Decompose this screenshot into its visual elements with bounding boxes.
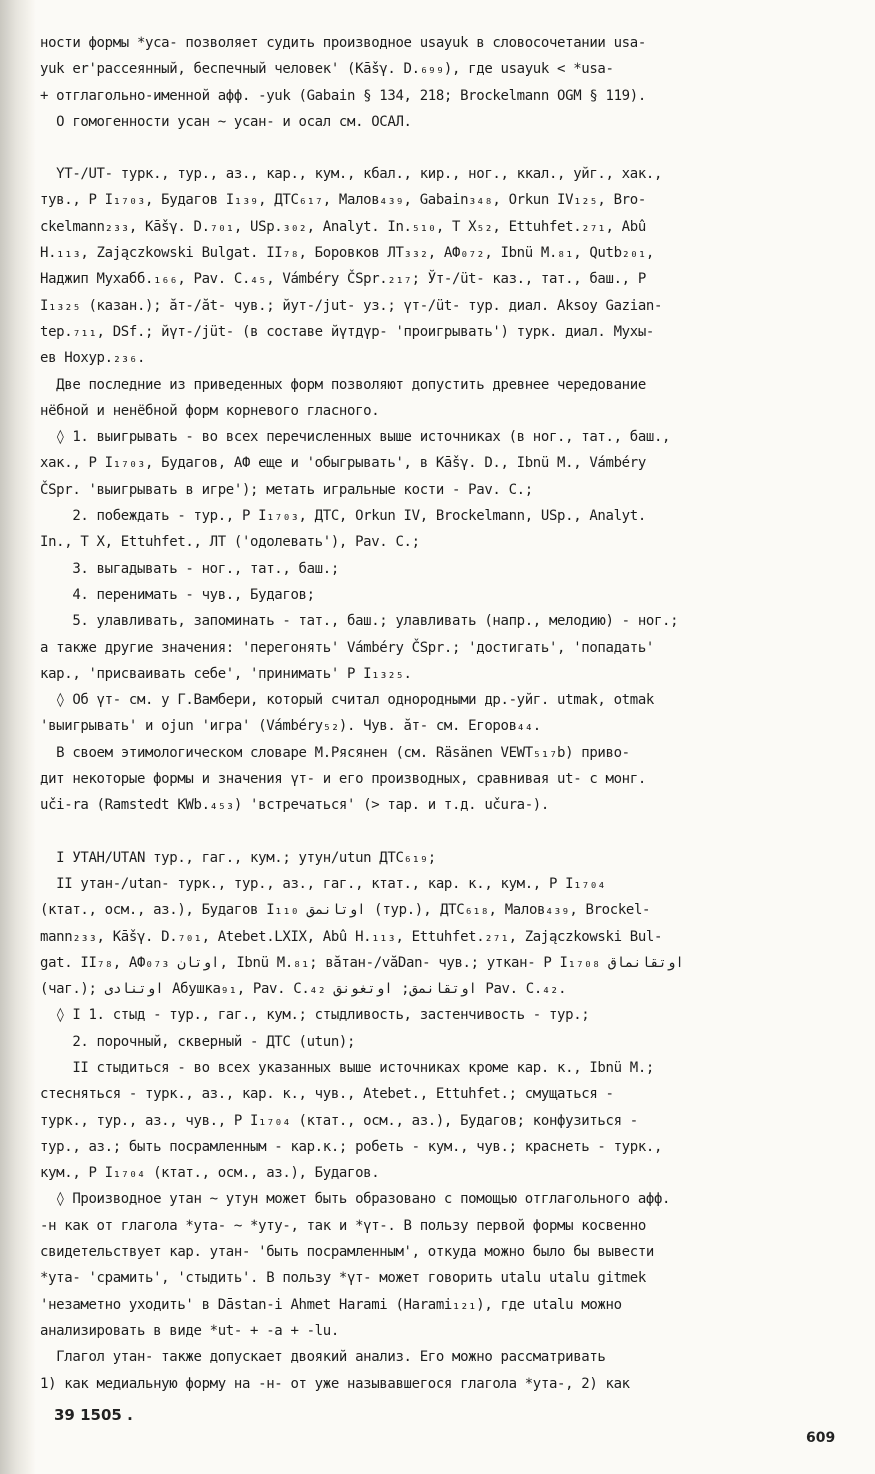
- text-line: ев Нохур.₂₃₆.: [40, 350, 146, 367]
- text-line: + отглагольно-именной афф. -yuk (Gabain § 134, 218; Brockelmann OGM § 119).: [40, 87, 646, 104]
- text-line: (ктат., осм., аз.), Будагов I₁₁₀ اوتانمق (тур.), ДТС₆₁₈, Малов₄₃₉, Brockel-: [40, 902, 651, 919]
- entry-gap: [40, 135, 852, 161]
- text-line: нёбной и ненёбной форм корневого гласного.: [40, 402, 380, 419]
- text-line: 5. улавливать, запоминать - тат., баш.; улавливать (напр., мелодию) - ног.;: [40, 613, 679, 630]
- print-mark: 39 1505 .: [54, 1406, 133, 1424]
- text-line: ◊ Об үт- см. у Г.Вамбери, который считал однородными др.-уйг. utmak, otmak: [40, 692, 654, 709]
- text-line: ҮТ-/UT- турк., тур., аз., кар., кум., кбал., кир., ног., ккал., уйг., хак.,: [40, 166, 663, 183]
- text-line: II стыдиться - во всех указанных выше источниках кроме кар. к., Ibnü M.;: [40, 1059, 654, 1076]
- text-line: стесняться - турк., аз., кар. к., чув., Atebet., Ettuhfet.; смущаться -: [40, 1086, 614, 1103]
- text-line: I₁₃₂₅ (казан.); ăт-/ăt- чув.; йут-/jut- уз.; үт-/üt- тур. диал. Aksoy Gazian-: [40, 297, 663, 314]
- text-line: тур., аз.; быть посрамленным - кар.к.; робеть - кум., чув.; краснеть - турк.,: [40, 1138, 663, 1155]
- text-line: свидетельствует кар. утан- 'быть посрамленным', откуда можно было бы вывести: [40, 1244, 654, 1261]
- page-number: 609: [806, 1430, 836, 1446]
- text-line: 'незаметно уходить' в Dāstan-i Ahmet Harami (Harami₁₂₁), где utalu можно: [40, 1296, 622, 1313]
- text-line: 3. выгадывать - ног., тат., баш.;: [40, 560, 339, 577]
- text-line: tep.₇₁₁, DSf.; йүт-/jüt- (в составе йүтдүр- 'проигрывать') турк. диал. Мухы-: [40, 323, 654, 340]
- text-line: -н как от глагола *ута- ~ *уту-, так и *үт-. В пользу первой формы косвенно: [40, 1217, 646, 1234]
- entry-utan: [40, 845, 852, 1397]
- entry-ut: [40, 161, 852, 371]
- text-line: uči-ra (Ramstedt KWb.₄₅₃) 'встречаться' (> тар. и т.д. učura-).: [40, 797, 549, 814]
- text-line: кар., 'присваивать себе', 'принимать' Р I₁₃₂₅.: [40, 665, 412, 682]
- text-line: gat. II₇₈, АФ₀₇₃ اوتان, Ibnü M.₈₁; вăтан-/văDan- чув.; уткан- Р I₁₇₀₈ اوتقانماق: [40, 954, 684, 971]
- text-line: H.₁₁₃, Zajączkowski Bulgat. II₇₈, Боровков ЛТ₃₃₂, АФ₀₇₂, Ibnü M.₈₁, Qutb₂₀₁,: [40, 245, 654, 262]
- text-line: хак., Р I₁₇₀₃, Будагов, АФ еще и 'обыгрывать', в Kāšγ. D., Ibnü M., Vámbéry: [40, 455, 646, 472]
- text-line: 2. побеждать - тур., Р I₁₇₀₃, ДТС, Orkun IV, Brockelmann, USp., Analyt.: [40, 508, 646, 525]
- text-line: ČSpr. 'выигрывать в игре'); метать игральные кости - Pav. C.;: [40, 481, 533, 498]
- text-line: Наджип Мухабб.₁₆₆, Pav. C.₄₅, Vámbéry ČSpr.₂₁₇; Ўт-/üt- каз., тат., баш., Р: [40, 271, 646, 288]
- scan-edge-shadow: [0, 0, 36, 1474]
- text-line: In., T X, Ettuhfet., ЛТ ('одолевать'), Pav. C.;: [40, 534, 420, 551]
- text-line: тув., Р I₁₇₀₃, Будагов I₁₃₉, ДТС₆₁₇, Малов₄₃₉, Gabain₃₄₈, Orkun IV₁₂₅, Bro-: [40, 192, 646, 209]
- entry-ut-meanings: [40, 372, 852, 819]
- text-line: I УТАН/UTAN тур., гаг., кум.; утун/utun ДТС₆₁₉;: [40, 849, 436, 866]
- text-line: В своем этимологическом словаре М.Рясянен (см. Räsänen VEWT₅₁₇b) приво-: [40, 744, 630, 761]
- text-line: Две последние из приведенных форм позволяют допустить древнее чередование: [40, 376, 646, 393]
- text-line: турк., тур., аз., чув., Р I₁₇₀₄ (ктат., осм., аз.), Будагов; конфузиться -: [40, 1112, 638, 1129]
- text-line: кум., Р I₁₇₀₄ (ктат., осм., аз.), Будагов.: [40, 1165, 380, 1182]
- text-line: 1) как медиальную форму на -н- от уже называвшегося глагола *ута-, 2) как: [40, 1375, 630, 1392]
- text-line: 4. перенимать - чув., Будагов;: [40, 586, 315, 603]
- text-line: дит некоторые формы и значения үт- и его производных, сравнивая ut- с монг.: [40, 771, 646, 788]
- entry-gap: [40, 819, 852, 845]
- text-line: 2. порочный, скверный - ДТС (utun);: [40, 1033, 356, 1050]
- text-line: ◊ 1. выигрывать - во всех перечисленных выше источниках (в ног., тат., баш.,: [40, 429, 671, 446]
- text-line: анализировать в виде *ut- + -a + -lu.: [40, 1322, 339, 1339]
- text-line: yuk er'рассеянный, беспечный человек' (Kāšγ. D.₆₉₉), где usayuk < *usa-: [40, 61, 614, 78]
- text-line: ckelmann₂₃₃, Kāšγ. D.₇₀₁, USp.₃₀₂, Analyt. In.₅₁₀, T X₅₂, Ettuhfet.₂₇₁, Abû: [40, 218, 646, 235]
- text-line: О гомогенности усан ~ усан- и осал см. ОСАЛ.: [40, 113, 412, 130]
- text-line: *ута- 'срамить', 'стыдить'. В пользу *үт- может говорить utalu utalu gitmek: [40, 1270, 646, 1287]
- text-line: ◊ I 1. стыд - тур., гаг., кум.; стыдливость, застенчивость - тур.;: [40, 1007, 590, 1024]
- text-line: II утан-/utan- турк., тур., аз., гаг., ктат., кар. к., кум., Р I₁₇₀₄: [40, 875, 606, 892]
- text-line: а также другие значения: 'перегонять' Vámbéry ČSpr.; 'достигать', 'попадать': [40, 639, 654, 656]
- text-line: Глагол утан- также допускает двоякий анализ. Его можно рассматривать: [40, 1349, 606, 1366]
- dictionary-page: [40, 30, 852, 1450]
- text-line: ◊ Производное утан ~ утун может быть образовано с помощью отглагольного афф.: [40, 1191, 671, 1208]
- entry-usa-tail: [40, 30, 852, 135]
- text-line: ности формы *уса- позволяет судить производное usayuk в словосочетании usa-: [40, 35, 646, 51]
- text-line: (чаг.); اوتنادی Абушка₉₁, Pav. C.₄₂ اوتقانمق; اوتغونق Pav. C.₄₂.: [40, 981, 567, 998]
- text-line: mann₂₃₃, Kāšγ. D.₇₀₁, Atebet.LXIX, Abû H.₁₁₃, Ettuhfet.₂₇₁, Zajączkowski Bul-: [40, 928, 663, 945]
- text-line: 'выигрывать' и ojun 'игра' (Vámbéry₅₂). Чув. ăт- см. Егоров₄₄.: [40, 718, 541, 735]
